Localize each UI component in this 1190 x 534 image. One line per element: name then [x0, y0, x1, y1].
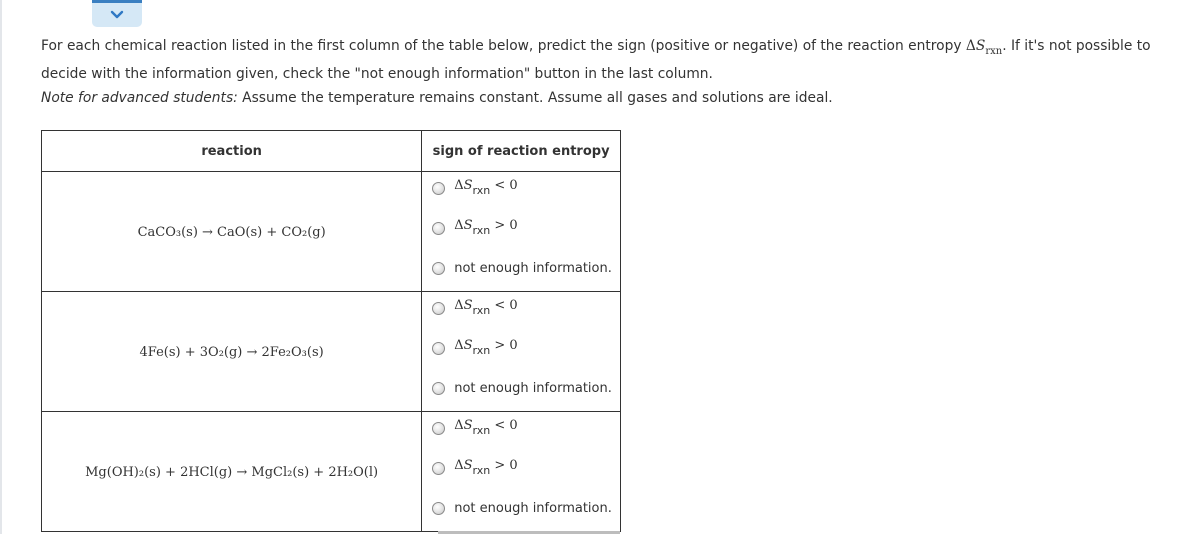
- reaction-equation: CaCO₃(s) → CaO(s) + CO₂(g): [137, 224, 326, 240]
- sign-cell: [422, 172, 621, 292]
- entropy-subscript: rxn: [472, 184, 491, 197]
- delta-symbol: Δ: [454, 418, 464, 433]
- header-sign: sign of reaction entropy: [422, 131, 621, 172]
- radio-button[interactable]: [432, 262, 445, 275]
- note-text: Assume the temperature remains constant. Assume all gases and solutions are ideal.: [237, 90, 833, 106]
- entropy-subscript: rxn: [472, 224, 491, 237]
- entropy-symbol: S: [463, 418, 473, 433]
- instructions: [41, 33, 1190, 87]
- reaction-table: [41, 130, 621, 532]
- option-positive[interactable]: [432, 338, 518, 357]
- option-value: > 0: [494, 338, 518, 353]
- delta-symbol: Δ: [454, 218, 464, 233]
- option-negative[interactable]: [432, 178, 518, 197]
- entropy-subscript: rxn: [472, 304, 491, 317]
- radio-button[interactable]: [432, 462, 445, 475]
- option-value: < 0: [494, 418, 518, 433]
- option-value: > 0: [494, 458, 518, 473]
- left-border: [0, 0, 2, 534]
- delta-symbol: Δ: [454, 458, 464, 473]
- entropy-symbol: S: [463, 178, 473, 193]
- reaction-cell: [42, 172, 422, 292]
- entropy-symbol: S: [463, 338, 473, 353]
- option-value: > 0: [494, 218, 518, 233]
- advanced-note: [41, 90, 833, 106]
- entropy-subscript: rxn: [985, 46, 1003, 57]
- table-row: [42, 412, 621, 532]
- table-header-row: [42, 131, 621, 172]
- option-label: not enough information.: [454, 261, 612, 276]
- radio-button[interactable]: [432, 342, 445, 355]
- entropy-symbol: S: [463, 298, 473, 313]
- entropy-subscript: rxn: [472, 344, 491, 357]
- radio-button[interactable]: [432, 302, 445, 315]
- delta-symbol: Δ: [454, 338, 464, 353]
- radio-button[interactable]: [432, 182, 445, 195]
- sign-cell: [422, 412, 621, 532]
- table-row: [42, 292, 621, 412]
- option-value: < 0: [494, 298, 518, 313]
- entropy-subscript: rxn: [472, 424, 491, 437]
- note-label: Note for advanced students:: [41, 90, 238, 106]
- option-positive[interactable]: [432, 218, 518, 237]
- instructions-line1-prefix: For each chemical reaction listed in the first column of the table below, predict the sign (positive or negative) of the reaction entropy: [41, 38, 966, 54]
- option-not-enough-info[interactable]: [432, 501, 612, 516]
- radio-button[interactable]: [432, 502, 445, 515]
- reaction-cell: [42, 412, 422, 532]
- option-negative[interactable]: [432, 418, 518, 437]
- collapse-toggle-button[interactable]: [92, 0, 142, 27]
- radio-button[interactable]: [432, 222, 445, 235]
- reaction-equation: 4Fe(s) + 3O₂(g) → 2Fe₂O₃(s): [139, 344, 324, 360]
- option-positive[interactable]: [432, 458, 518, 477]
- option-negative[interactable]: [432, 298, 518, 317]
- header-reaction: reaction: [42, 131, 422, 172]
- reaction-equation: Mg(OH)₂(s) + 2HCl(g) → MgCl₂(s) + 2H₂O(l): [85, 464, 379, 480]
- radio-button[interactable]: [432, 422, 445, 435]
- entropy-symbol: S: [463, 218, 473, 233]
- delta-symbol: Δ: [965, 38, 976, 54]
- option-not-enough-info[interactable]: [432, 381, 612, 396]
- entropy-symbol: S: [975, 38, 986, 54]
- radio-button[interactable]: [432, 382, 445, 395]
- option-value: < 0: [494, 178, 518, 193]
- sign-cell: [422, 292, 621, 412]
- delta-symbol: Δ: [454, 178, 464, 193]
- table-row: [42, 172, 621, 292]
- option-not-enough-info[interactable]: [432, 261, 612, 276]
- instructions-line1-suffix: . If it's not possible to: [1002, 38, 1151, 54]
- reaction-cell: [42, 292, 422, 412]
- instructions-line2: decide with the information given, check the "not enough information" button in the last column.: [41, 66, 713, 82]
- delta-symbol: Δ: [454, 298, 464, 313]
- entropy-subscript: rxn: [472, 464, 491, 477]
- option-label: not enough information.: [454, 501, 612, 516]
- option-label: not enough information.: [454, 381, 612, 396]
- chevron-down-icon: [110, 10, 124, 20]
- entropy-symbol: S: [463, 458, 473, 473]
